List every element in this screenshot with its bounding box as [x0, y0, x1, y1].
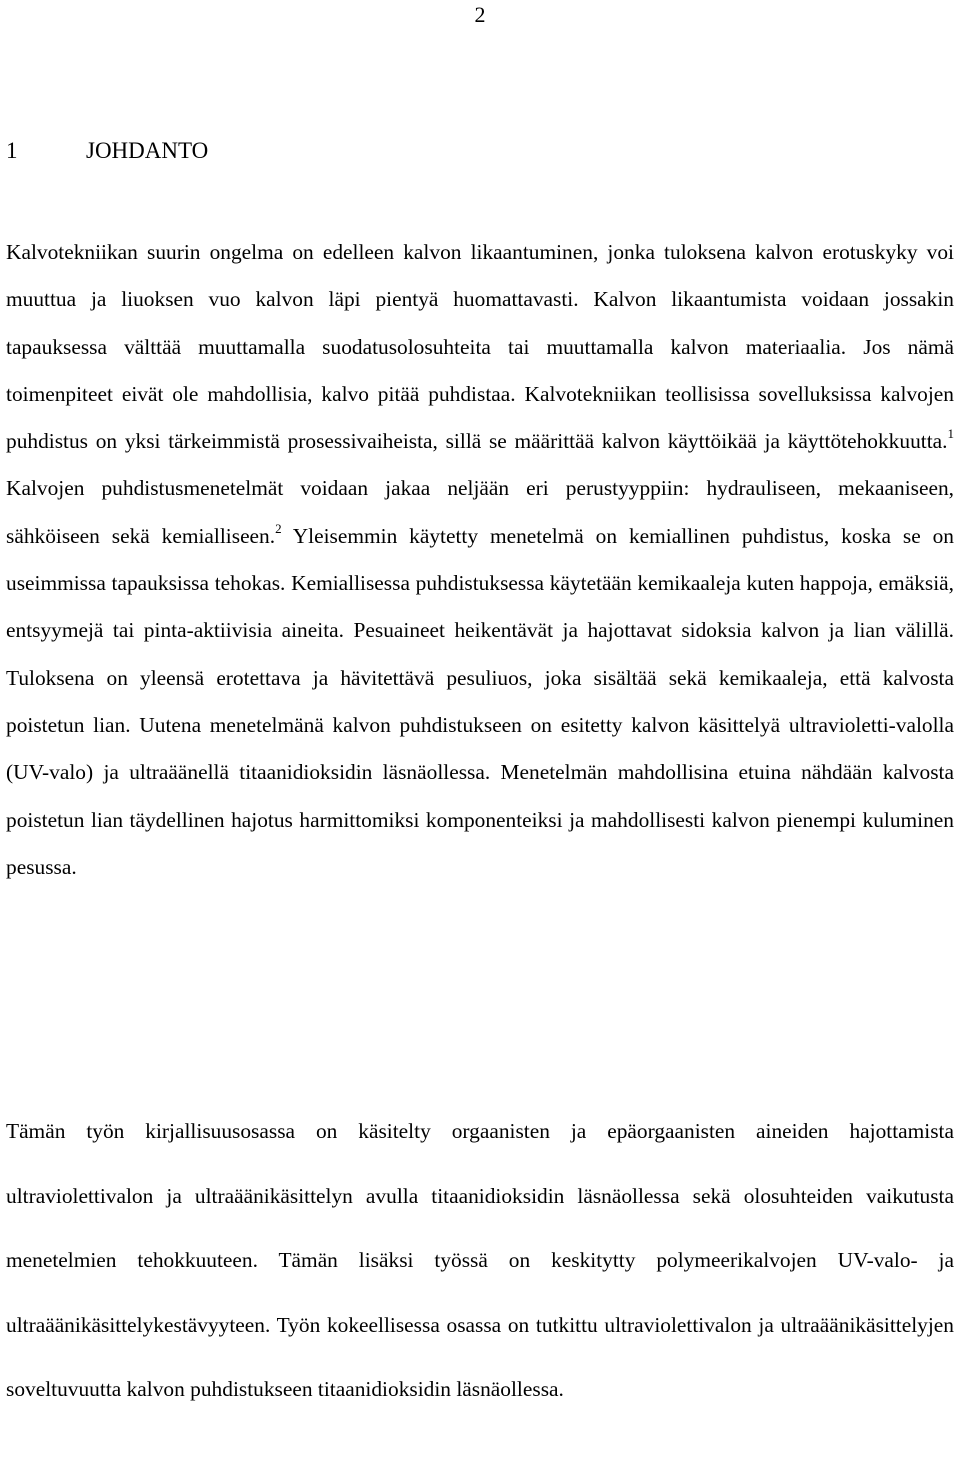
footnote-ref-1: 1	[947, 426, 954, 442]
intro-text-part2: Kalvojen puhdistusmenetelmät voidaan jakaa neljään eri perustyyppiin: hydrauliseen, mekaaniseen, sähköiseen sekä kemialliseen.	[6, 476, 954, 548]
intro-text-part3: Yleisemmin käytetty menetelmä on kemiallinen puhdistus, koska se on useimmissa tapauksissa tehokas. Kemiallisessa puhdistuksessa käytetään kemikaaleja kuten happoja, emäksiä, entsyymejä tai pinta-aktiivisia aineita. Pesuaineet heikentävät ja hajottavat sidoksia kalvon ja lian välillä. Tuloksena on yleensä erotettava ja hävitettävä pesuliuos, joka sisältää sekä kemikaaleja, että kalvosta poistetun lian. Uutena menetelmänä kalvon puhdistukseen on esitetty kalvon käsittelyä ultravioletti-valolla (UV-valo) ja ultraäänellä titaanidioksidin läsnäollessa. Menetelmän mahdollisina etuina nähdään kalvosta poistetun lian täydellinen hajotus harmittomiksi komponenteiksi ja mahdollisesti kalvon pienempi kuluminen pesussa.	[6, 523, 954, 879]
footnote-ref-2: 2	[275, 520, 282, 536]
page-number: 2	[474, 2, 486, 27]
intro-text-part1: Kalvotekniikan suurin ongelma on edelleen kalvon likaantuminen, jonka tuloksena kalvon erotuskyky voi muuttua ja liuoksen vuo kalvon läpi pientyä huomattavasti. Kalvon likaantumista voidaan jossakin tapauksessa välttää muuttamalla suodatusolosuhteita tai muuttamalla kalvon materiaalia. Jos nämä toimenpiteet eivät ole mahdollisia, kalvo pitää puhdistaa. Kalvotekniikan teollisissa sovelluksissa kalvojen puhdistus on yksi tärkeimmistä prosessivaiheista, sillä se määrittää kalvon käyttöikää ja käyttötehokkuutta.	[6, 240, 954, 454]
section-title: JOHDANTO	[86, 138, 209, 163]
section-number: 1	[6, 138, 18, 163]
section-heading	[6, 136, 208, 166]
scope-paragraph: Tämän työn kirjallisuusosassa on käsitelty orgaanisten ja epäorgaanisten aineiden hajottamista ultraviolettivalon ja ultraäänikäsittelyn avulla titaanidioksidin läsnäollessa sekä olosuhteiden vaikutusta menetelmien tehokkuuteen. Tämän lisäksi työssä on keskitytty polymeerikalvojen UV-valo- ja ultraäänikäsittelykestävyyteen. Työn kokeellisessa osassa on tutkittu ultraviolettivalon ja ultraäänikäsittelyjen soveltuvuutta kalvon puhdistukseen titaanidioksidin läsnäollessa.	[6, 1119, 954, 1401]
intro-paragraph	[6, 229, 954, 891]
